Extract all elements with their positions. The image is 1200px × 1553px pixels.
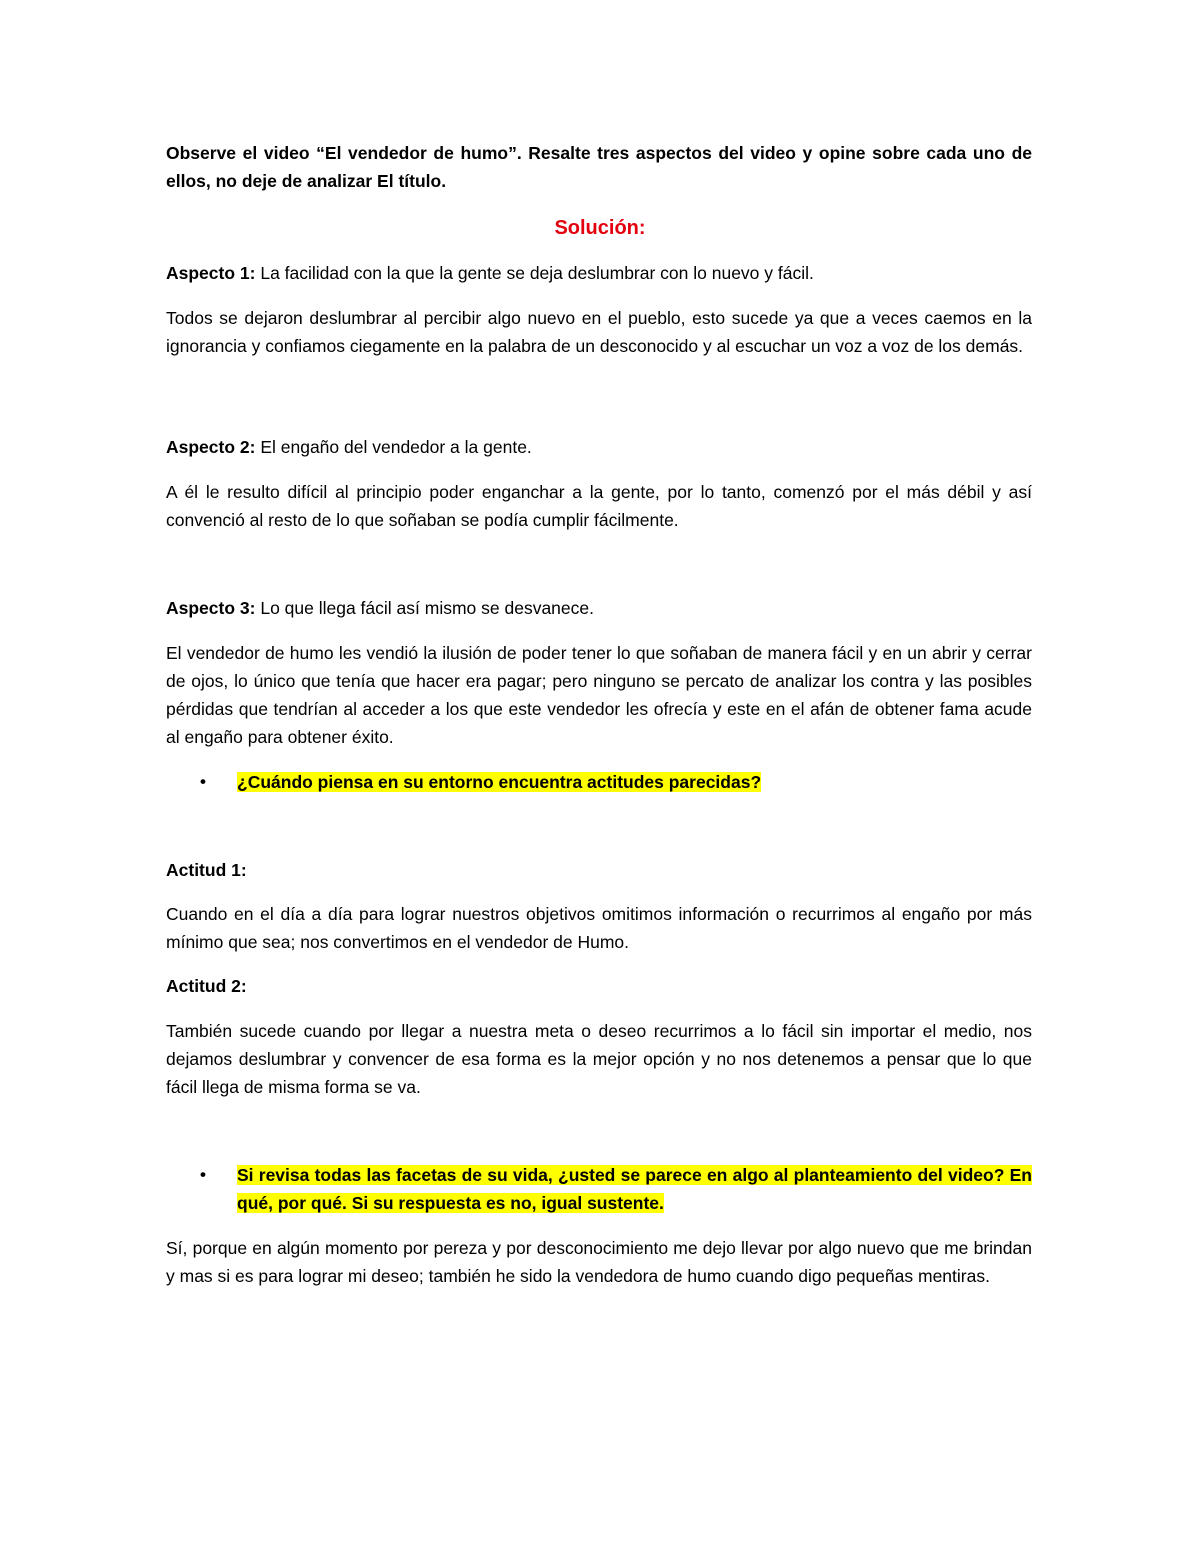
attitude-1-paragraph: Cuando en el día a día para lograr nuestros objetivos omitimos información o recurrimos al engaño por más mínimo que sea; nos convertimos en el vendedor de Humo.	[166, 904, 1032, 952]
aspect-1-paragraph: Todos se dejaron deslumbrar al percibir algo nuevo en el pueblo, esto sucede ya que a veces caemos en la ignorancia y confiamos ciegamente en la palabra de un desconocido y al escuchar un voz a voz de los demás.	[166, 308, 1032, 356]
answer-2-paragraph: Sí, porque en algún momento por pereza y por desconocimiento me dejo llevar por algo nuevo que me brindan y mas si es para lograr mi deseo; también he sido la vendedora de humo cuando digo pequeñas mentiras.	[166, 1238, 1032, 1286]
attitude-1-label: Actitud 1:	[166, 860, 247, 880]
solution-heading: Solución:	[554, 217, 646, 239]
question-2-text: Si revisa todas las facetas de su vida, ¿usted se parece en algo al planteamiento del video? En qué, por qué. Si su respuesta es no, igual sustente.	[237, 1165, 1032, 1213]
aspect-3-label: Aspecto 3:	[166, 598, 256, 618]
aspect-3-paragraph: El vendedor de humo les vendió la ilusión de poder tener lo que soñaban de manera fácil y en un abrir y cerrar de ojos, lo único que tenía que hacer era pagar; pero ninguno se percato de analizar los contra y las posibles pérdidas que tendrían al acceder a los que este vendedor les ofrecía y este en el afán de obtener fama acude al engaño para obtener éxito.	[166, 643, 1032, 747]
aspect-2-paragraph: A él le resulto difícil al principio poder enganchar a la gente, por lo tanto, comenzó por el más débil y así convenció al resto de lo que soñaban se podía cumplir fácilmente.	[166, 482, 1032, 530]
aspect-2-title: El engaño del vendedor a la gente.	[255, 437, 532, 457]
bullet-icon: •	[200, 772, 206, 791]
aspect-3-heading	[166, 594, 1032, 622]
aspect-1-heading	[166, 259, 1032, 287]
question-1-text: ¿Cuándo piensa en su entorno encuentra actitudes parecidas?	[237, 772, 762, 792]
aspect-2-heading	[166, 433, 1032, 461]
question-1-text-wrap	[237, 768, 1032, 796]
question-2-text-wrap	[237, 1161, 1032, 1217]
aspect-3-title: Lo que llega fácil así mismo se desvanece.	[255, 598, 594, 618]
aspect-2-label: Aspecto 2:	[166, 437, 256, 457]
assignment-prompt: Observe el video “El vendedor de humo”. Resalte tres aspectos del video y opine sobre cada uno de ellos, no deje de analizar El título.	[166, 143, 1032, 191]
bullet-icon: •	[200, 1165, 206, 1184]
aspect-1-title: La facilidad con la que la gente se deja deslumbrar con lo nuevo y fácil.	[255, 263, 814, 283]
attitude-2-label: Actitud 2:	[166, 976, 247, 996]
attitude-2-paragraph: También sucede cuando por llegar a nuestra meta o deseo recurrimos a lo fácil sin importar el medio, nos dejamos deslumbrar y convencer de esa forma es la mejor opción y no nos detenemos a pensar que lo que fácil llega de misma forma se va.	[166, 1021, 1032, 1097]
aspect-1-label: Aspecto 1:	[166, 263, 256, 283]
